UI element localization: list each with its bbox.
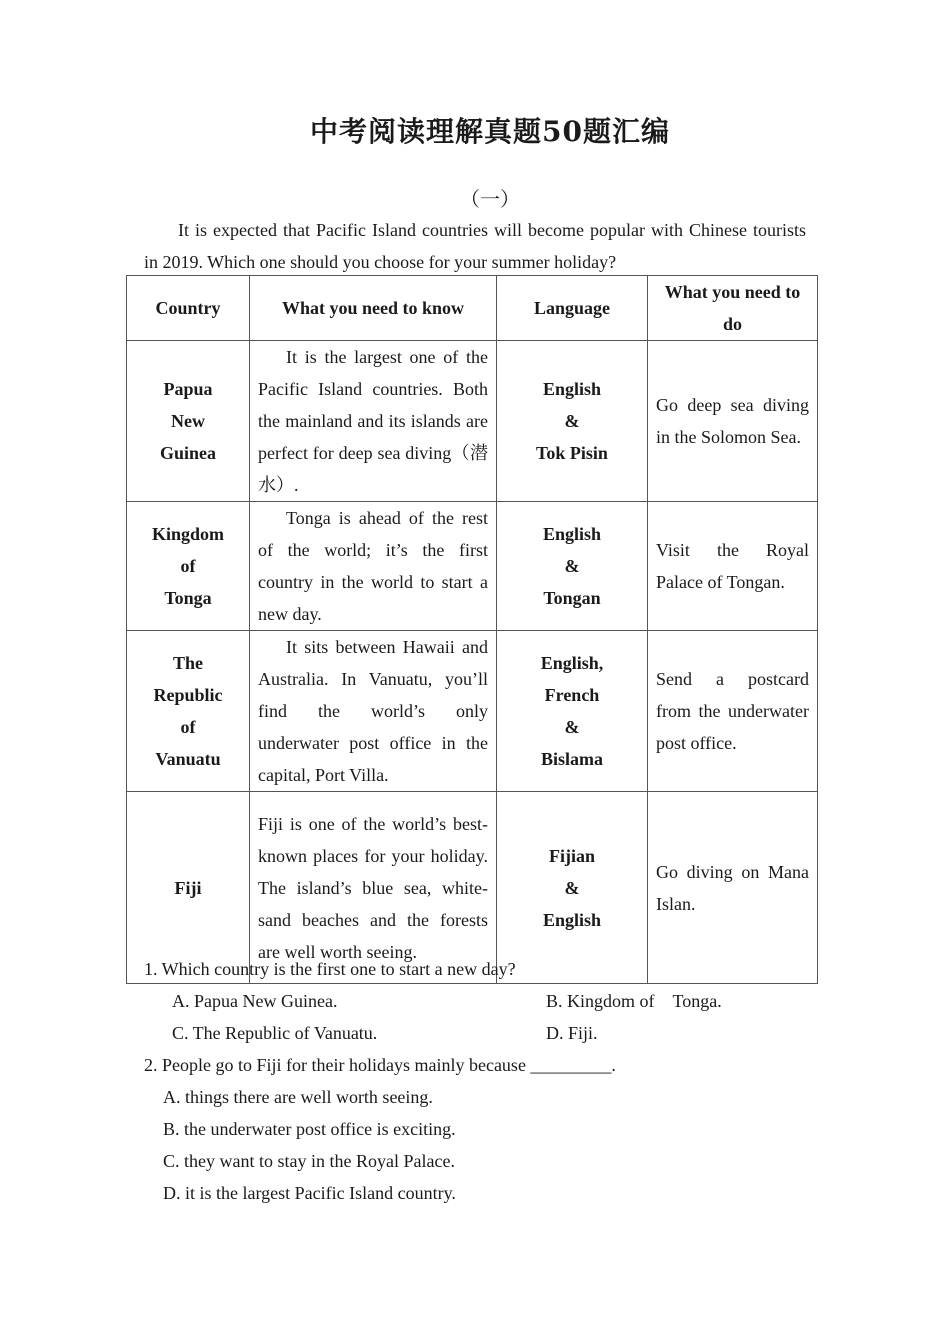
language-line: French [544, 685, 600, 705]
country-line: of [180, 556, 196, 576]
language-line: & [564, 877, 580, 898]
header-country: Country [127, 276, 250, 341]
know-cell: It is the largest one of the Pacific Island countries. Both the mainland and its islands are perfect for deep sea diving（潜水）. [250, 341, 497, 502]
language-line: Fijian [548, 845, 595, 866]
questions-section [144, 953, 844, 1209]
option-c: C. they want to stay in the Royal Palace. [163, 1151, 455, 1171]
know-cell: Fiji is one of the world’s best-known places for your holiday. The island’s blue sea, white-sand beaches and the forests are well worth seeing. [250, 792, 497, 984]
header-language: Language [497, 276, 648, 341]
option-row [144, 1017, 844, 1049]
option-d: D. it is the largest Pacific Island country. [163, 1183, 456, 1203]
language-line: English, [540, 653, 604, 673]
country-line: Tonga [164, 588, 212, 608]
table-row [127, 341, 818, 502]
document-title: 中考阅读理解真题50题汇编 [310, 115, 670, 148]
country-cell [127, 341, 250, 502]
country-line: Guinea [159, 443, 216, 463]
todo-cell: Go deep sea diving in the Solomon Sea. [648, 341, 818, 502]
country-line: Vanuatu [155, 749, 221, 769]
language-line: English [542, 524, 602, 544]
country-table [126, 275, 818, 984]
todo-cell: Visit the Royal Palace of Tongan. [648, 502, 818, 631]
option-d: D. Fiji. [546, 1023, 598, 1043]
option-c: C. The Republic of Vanuatu. [172, 1023, 378, 1043]
language-line: Tongan [543, 588, 601, 608]
intro-paragraph: It is expected that Pacific Island countries will become popular with Chinese tourists in 2019. Which one should you choose for your summer holiday? [144, 220, 806, 272]
country-line: New [171, 411, 205, 431]
country-line: Republic [153, 685, 223, 705]
know-cell: Tonga is ahead of the rest of the world; it’s the first country in the world to start a new day. [250, 502, 497, 631]
country-cell [127, 502, 250, 631]
header-todo: What you need to do [648, 276, 818, 341]
table-row [127, 502, 818, 631]
language-line: Bislama [540, 749, 603, 769]
country-line: Fiji [174, 877, 202, 898]
country-line: Papua [163, 379, 213, 399]
todo-cell: Go diving on Mana Islan. [648, 792, 818, 984]
language-cell [497, 502, 648, 631]
language-line: English [542, 379, 602, 399]
option-b: B. the underwater post office is exciting. [163, 1119, 456, 1139]
country-line: The [172, 653, 203, 673]
language-line: English [542, 909, 602, 930]
option-b: B. Kingdom of Tonga. [546, 991, 722, 1011]
country-line: Kingdom [151, 524, 225, 544]
header-know: What you need to know [250, 276, 497, 341]
language-line: & [564, 556, 580, 576]
table-header-row [127, 276, 818, 341]
question-stem: 2. People go to Fiji for their holidays mainly because _________. [144, 1055, 616, 1075]
todo-cell: Send a postcard from the underwater post office. [648, 631, 818, 792]
language-cell [497, 341, 648, 502]
know-cell: It sits between Hawaii and Australia. In Vanuatu, you’ll find the world’s only underwater post office in the capital, Port Villa. [250, 631, 497, 792]
language-line: Tok Pisin [536, 443, 608, 463]
language-cell [497, 631, 648, 792]
country-cell [127, 631, 250, 792]
option-a: A. Papua New Guinea. [172, 991, 338, 1011]
country-line: of [180, 717, 196, 737]
section-number: （一） [460, 189, 520, 211]
question-stem: 1. Which country is the first one to start a new day? [144, 959, 516, 979]
option-row [144, 985, 844, 1017]
option-a: A. things there are well worth seeing. [163, 1087, 433, 1107]
language-line: & [564, 411, 580, 431]
language-line: & [564, 717, 580, 737]
table-row [127, 631, 818, 792]
